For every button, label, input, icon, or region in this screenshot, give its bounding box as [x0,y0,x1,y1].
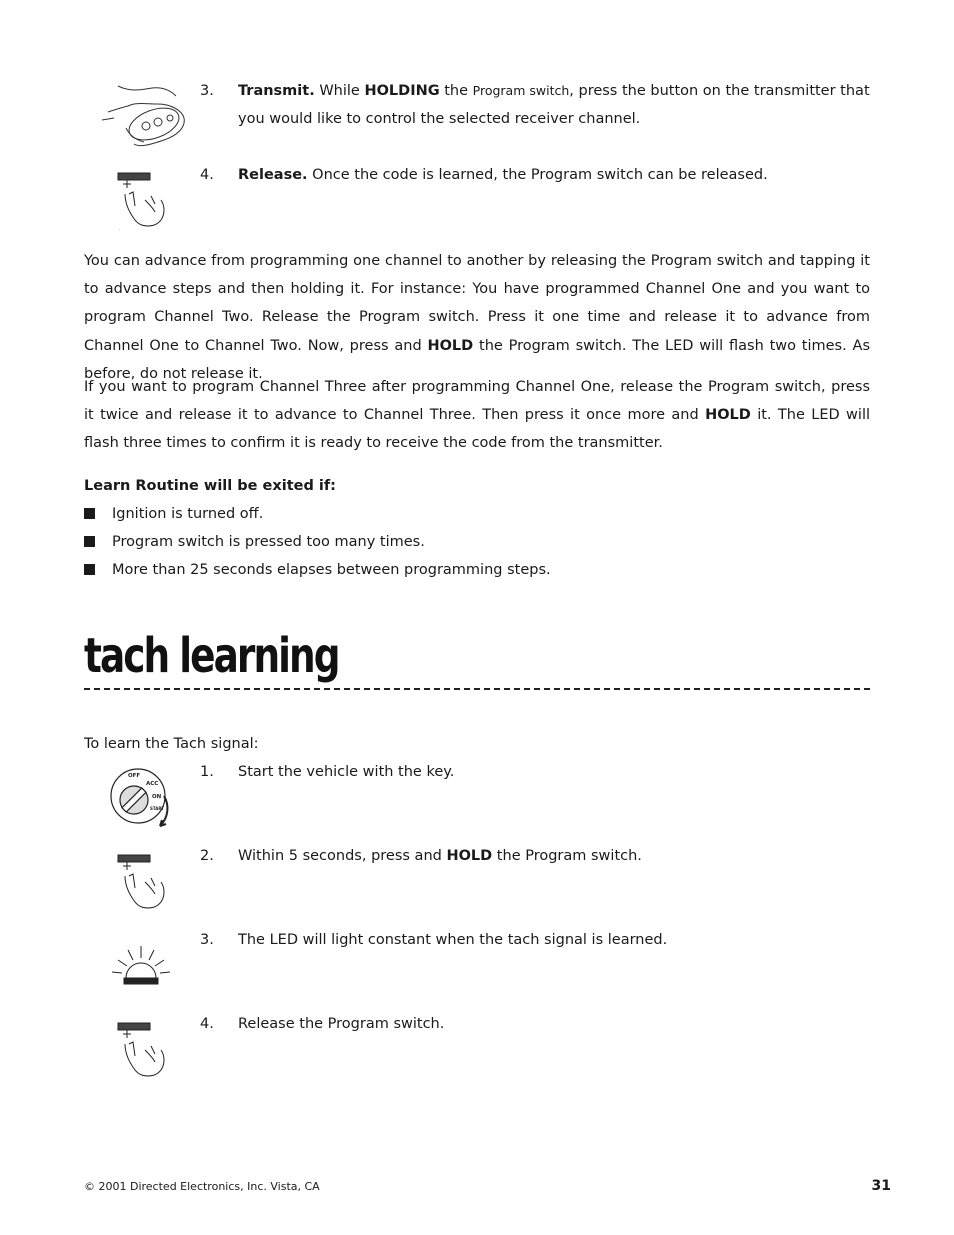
step-text-part: the Program switch. [492,848,642,864]
step-text: Start the vehicle with the key. [238,764,455,780]
exit-bullet [84,528,425,556]
step-number: 4. [200,167,214,183]
paragraph-text: the Program switch. The LED will flash two times. As before, do not release it. [84,337,870,382]
tach-intro: To learn the Tach signal: [84,736,259,752]
program-switch-press-icon [115,170,171,232]
paragraph-text: You can advance from programming one channel to another by releasing the Program switch and tapping it to advance steps and then holding it. For instance: You have programmed Channel One and you want to program Channel Two. Release the Program switch. Press it one time and release it to advance from Channel One to Channel Two. Now, press and [84,253,870,354]
step-bold-word: HOLDING [364,83,440,99]
tach-step-release-switch [200,1010,870,1038]
paragraph-advance [84,247,870,388]
ignition-label: OFF [128,773,141,779]
ignition-label: ACC [146,781,159,787]
program-switch-press-icon [115,1020,171,1082]
step-text-part: Within 5 seconds, press and [238,848,447,864]
step-text [238,77,870,133]
step-text-part: the [439,83,473,99]
paragraph-channel-three [84,373,870,458]
step-bold-label: Transmit. [238,83,315,99]
page-number: 31 [871,1178,891,1194]
transmitter-hand-icon [100,82,188,152]
step-text-part: , press the button on the transmitter that you would like to control the selected receiver channel. [238,83,870,127]
exit-bullet [84,556,551,584]
program-switch-press-icon [115,852,171,914]
led-light-icon [110,944,172,988]
step-small-text: Program switch [472,83,570,98]
section-title: tach learning [84,628,339,684]
step-text [238,161,870,189]
step-text-part: While [314,83,365,99]
step-number: 4. [200,1016,214,1032]
bullet-square-icon [84,536,95,547]
step-number: 2. [200,848,214,864]
step-release [200,161,870,189]
ignition-label: START [150,806,165,811]
step-transmit [200,77,870,133]
paragraph-text: it. The LED will flash three times to confirm it is ready to receive the code from the transmitter. [84,407,871,452]
section-divider [84,688,870,690]
tach-step-start-vehicle [200,758,870,786]
paragraph-bold: HOLD [427,337,474,354]
step-text-part: Once the code is learned, the Program switch can be released. [307,167,768,183]
step-number: 3. [200,83,214,99]
exit-heading: Learn Routine will be exited if: [84,478,336,494]
tach-step-hold-switch [200,842,870,870]
bullet-text: More than 25 seconds elapses between programming steps. [112,562,551,578]
footer-copyright: © 2001 Directed Electronics, Inc. Vista, CA [84,1180,320,1193]
ignition-label: ON [152,794,162,800]
bullet-square-icon [84,508,95,519]
step-text: The LED will light constant when the tach signal is learned. [238,932,668,948]
svg-text:.: . [119,226,121,231]
step-bold-label: Release. [238,167,308,183]
step-bold-word: HOLD [446,848,493,864]
step-number: 3. [200,932,214,948]
bullet-text: Ignition is turned off. [112,506,264,522]
step-number: 1. [200,764,214,780]
exit-bullet [84,500,263,528]
bullet-text: Program switch is pressed too many times. [112,534,425,550]
tach-step-led-constant [200,926,870,954]
step-text: Release the Program switch. [238,1016,445,1032]
step-text [238,842,870,870]
bullet-square-icon [84,564,95,575]
ignition-key-icon [108,766,174,832]
paragraph-text: If you want to program Channel Three after programming Channel One, release the Program switch, press it twice and release it to advance to Channel Three. Then press it once more and [84,379,870,424]
paragraph-bold: HOLD [705,407,751,424]
